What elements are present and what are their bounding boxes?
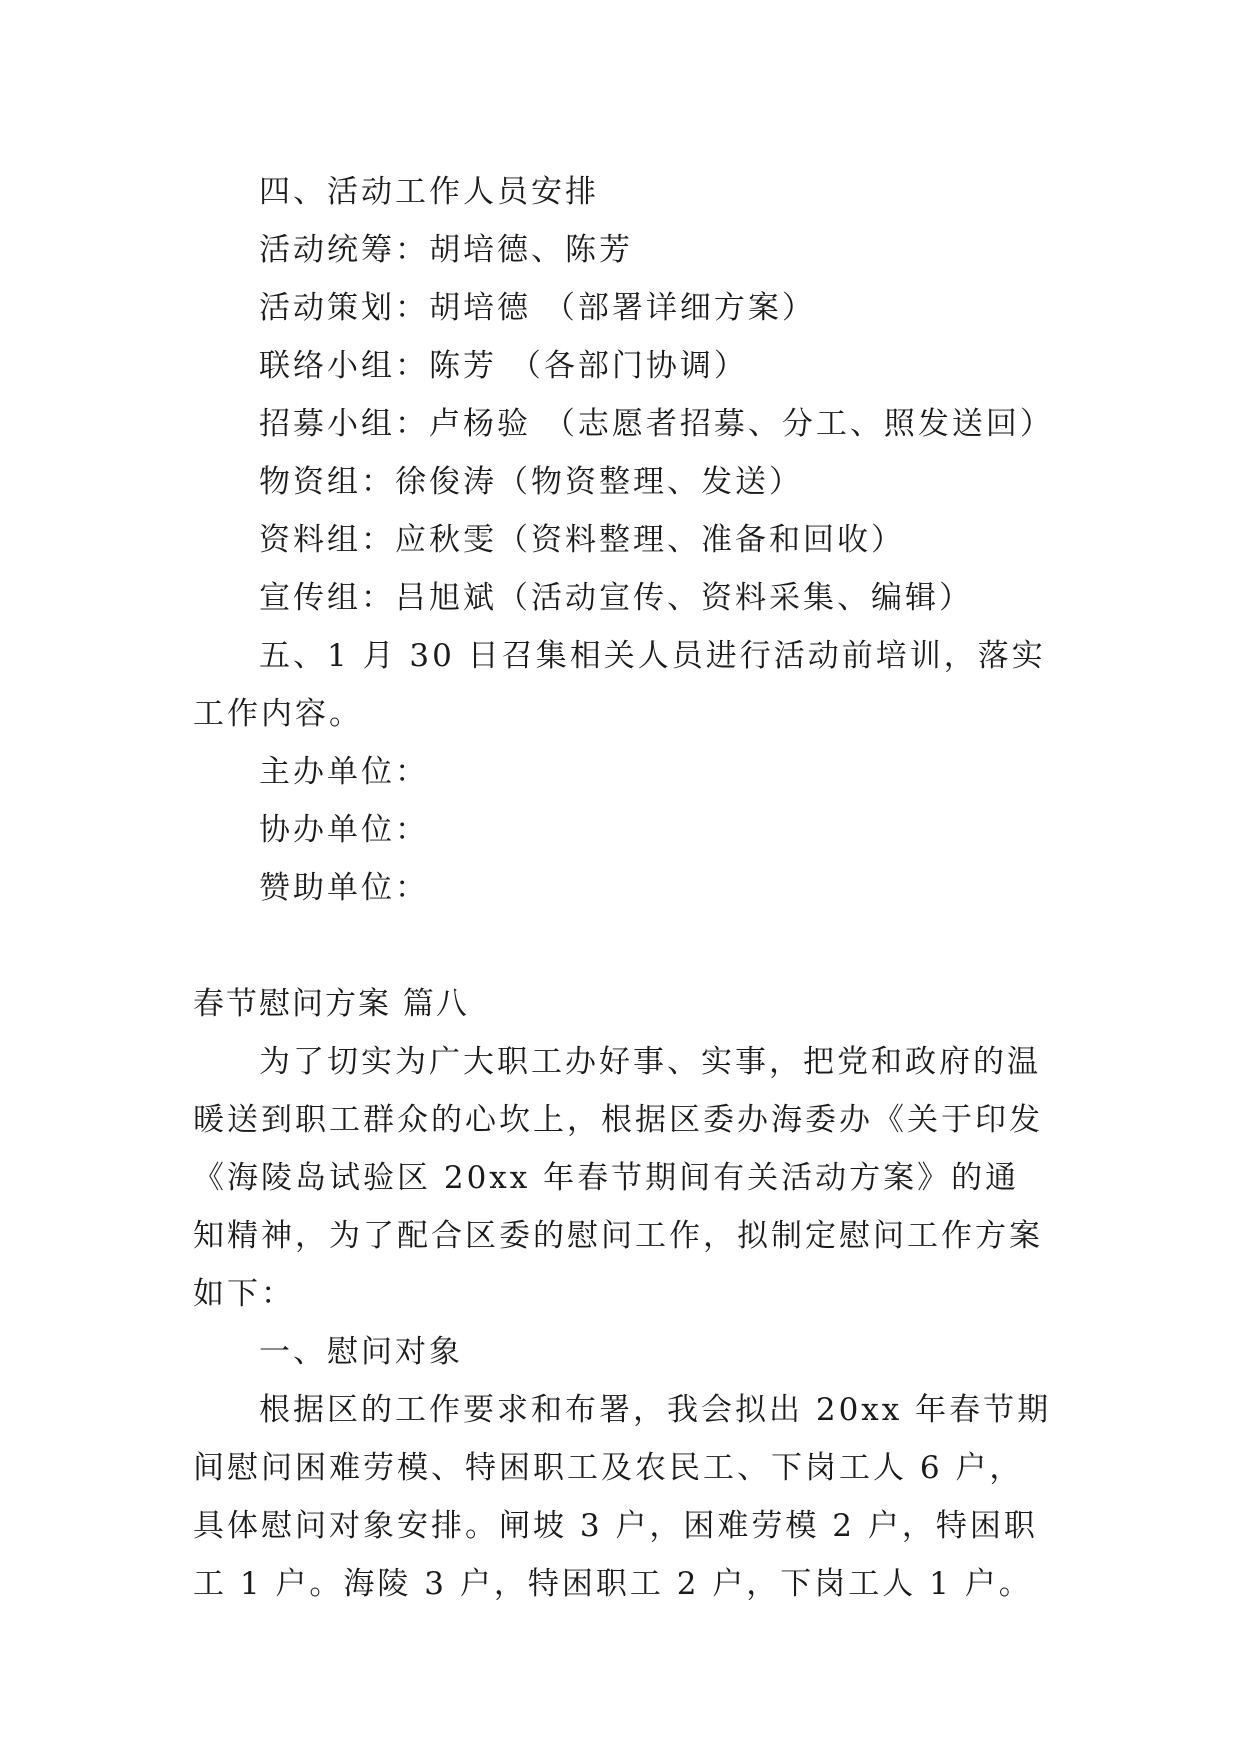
training-paragraph: 五、1 月 30 日召集相关人员进行活动前培训，落实工作内容。 xyxy=(193,638,1046,732)
recipients-paragraph: 根据区的工作要求和布署，我会拟出 20xx 年春节期间慰问困难劳模、特困职工及农民工、下岗工人 6 户，具体慰问对象安排。闸坡 3 户，困难劳模 2 户，特困职工 1 户。海陵 3 户，特困职工 2 户，下岗工人 1 户。 xyxy=(193,1392,1052,1602)
document-body xyxy=(193,163,1053,1613)
organizer-sponsor: 赞助单位： xyxy=(259,870,429,906)
section-heading-staff: 四、活动工作人员安排 xyxy=(259,174,599,210)
staff-line-materials: 资料组：应秋雯（资料整理、准备和回收） xyxy=(259,522,905,558)
staff-line-supplies: 物资组：徐俊涛（物资整理、发送） xyxy=(259,464,803,500)
staff-line-recruitment: 招募小组：卢杨验 （志愿者招募、分工、照发送回） xyxy=(259,406,1054,442)
section-title: 春节慰问方案 篇八 xyxy=(193,986,469,1022)
organizer-host: 主办单位： xyxy=(259,754,429,790)
staff-line-overall: 活动统筹：胡培德、陈芳 xyxy=(259,232,633,268)
intro-paragraph: 为了切实为广大职工办好事、实事，把党和政府的温暖送到职工群众的心坎上，根据区委办海委办《关于印发《海陵岛试验区 20xx 年春节期间有关活动方案》的通知精神，为了配合区委的慰问工作，拟制定慰问工作方案如下： xyxy=(193,1044,1043,1312)
staff-line-planning: 活动策划：胡培德 （部署详细方案） xyxy=(259,290,816,326)
staff-line-liaison: 联络小组：陈芳 （各部门协调） xyxy=(259,348,748,384)
subheading-recipients: 一、慰问对象 xyxy=(259,1334,463,1370)
organizer-co-host: 协办单位： xyxy=(259,812,429,848)
staff-line-publicity: 宣传组：吕旭斌（活动宣传、资料采集、编辑） xyxy=(259,580,973,616)
section-spacer xyxy=(193,917,1053,975)
